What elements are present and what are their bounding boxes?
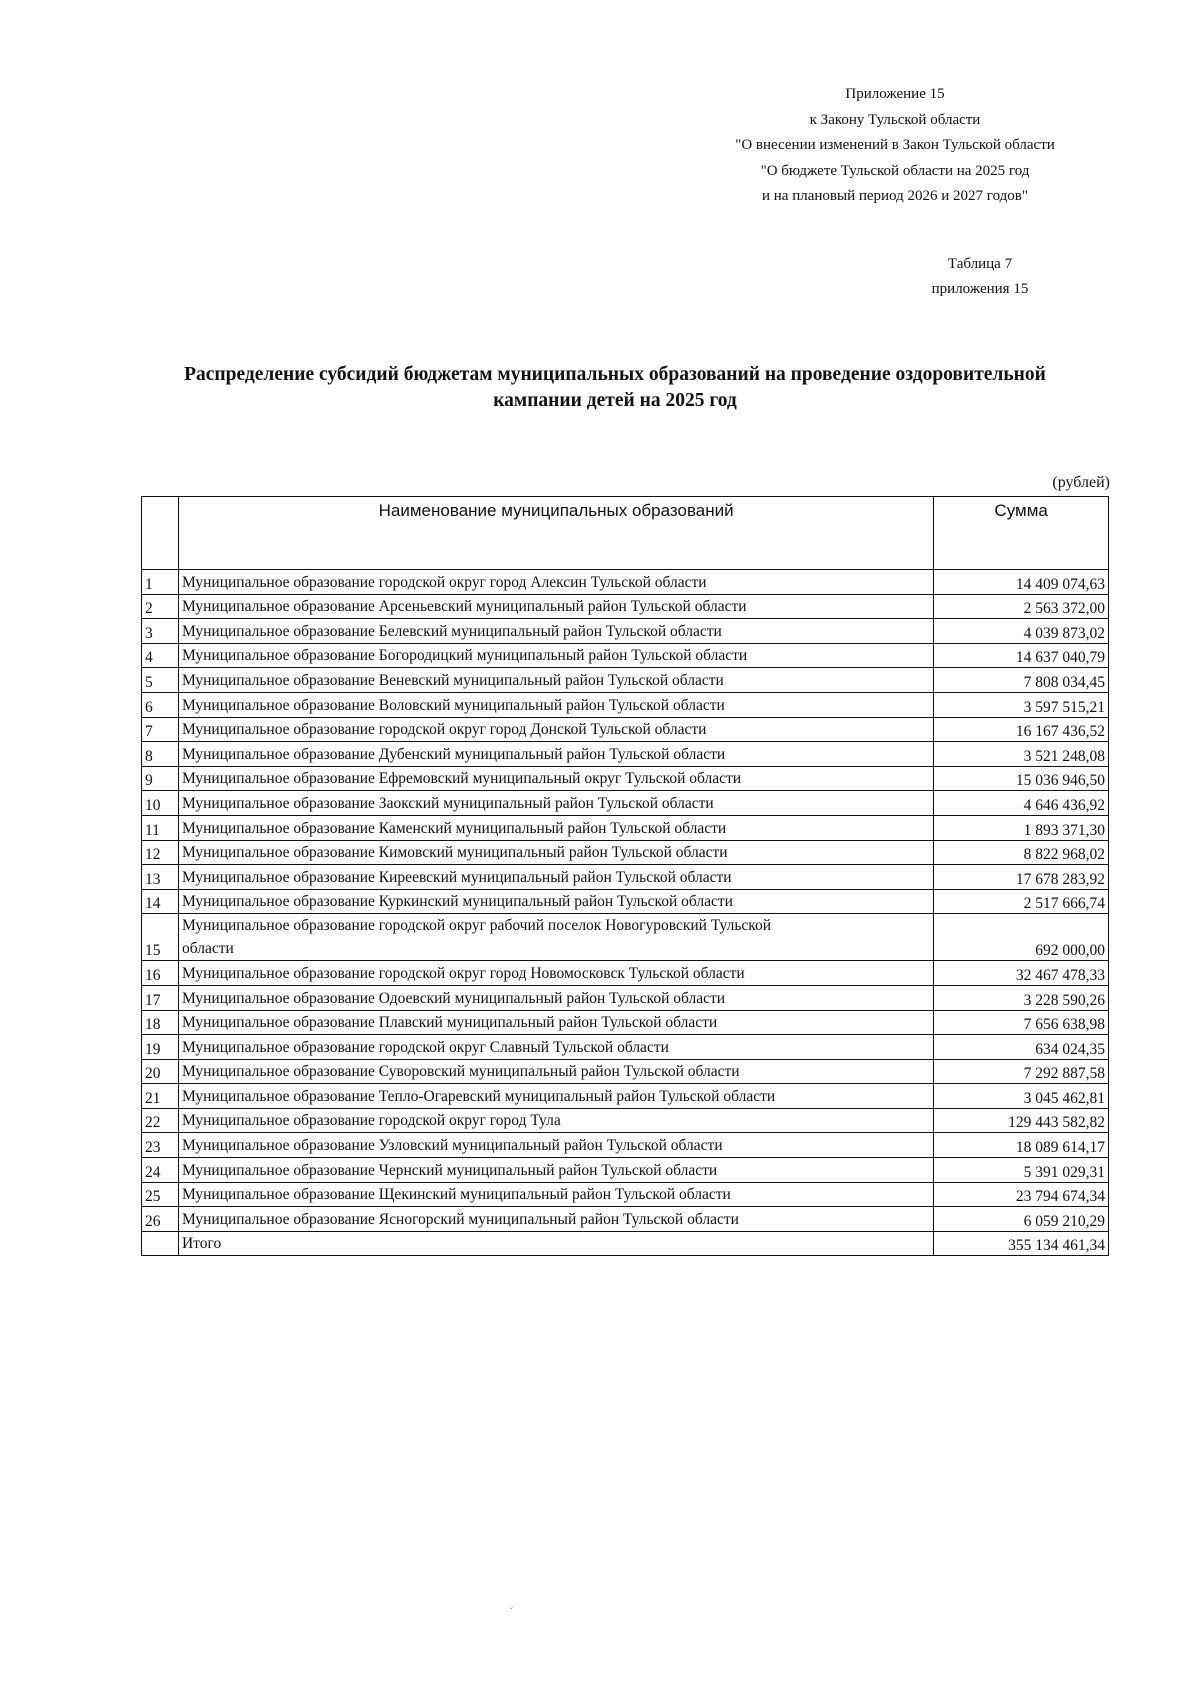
document-title (120, 362, 1110, 414)
row-name: Муниципальное образование городской округ город Тула (178, 1108, 933, 1133)
row-number: 1 (142, 570, 179, 595)
row-number: 10 (142, 791, 179, 816)
row-sum: 17 678 283,92 (934, 865, 1109, 890)
table-row (142, 1182, 1109, 1207)
row-number: 23 (142, 1133, 179, 1158)
row-name: Муниципальное образование Воловский муниципальный район Тульской области (178, 692, 933, 717)
table-row (142, 692, 1109, 717)
row-sum: 5 391 029,31 (934, 1158, 1109, 1183)
table-row (142, 570, 1109, 595)
row-sum: 634 024,35 (934, 1035, 1109, 1060)
row-number: 18 (142, 1010, 179, 1035)
table-row (142, 1035, 1109, 1060)
row-number: 11 (142, 815, 179, 840)
row-number: 9 (142, 766, 179, 791)
row-name: Муниципальное образование Чернский муниципальный район Тульской области (178, 1158, 933, 1183)
row-sum: 18 089 614,17 (934, 1133, 1109, 1158)
row-number: 4 (142, 643, 179, 668)
table-row (142, 865, 1109, 890)
row-number: 22 (142, 1108, 179, 1133)
header-line: "О внесении изменений в Закон Тульской области (735, 137, 1055, 153)
appendix-header (660, 82, 1130, 210)
table-row (142, 1108, 1109, 1133)
table-row (142, 619, 1109, 644)
title-line: Распределение субсидий бюджетам муниципальных образований на проведение оздоровительной (184, 364, 1046, 385)
table-row (142, 961, 1109, 986)
row-sum: 3 045 462,81 (934, 1084, 1109, 1109)
table-row (142, 1207, 1109, 1232)
table-row (142, 840, 1109, 865)
row-number: 2 (142, 594, 179, 619)
row-sum: 7 292 887,58 (934, 1059, 1109, 1084)
table-reference (900, 252, 1060, 302)
row-sum: 32 467 478,33 (934, 961, 1109, 986)
row-name (178, 914, 933, 961)
row-number: 21 (142, 1084, 179, 1109)
row-number: 13 (142, 865, 179, 890)
total-label: Итого (178, 1231, 933, 1256)
table-row (142, 742, 1109, 767)
row-name: Муниципальное образование Богородицкий муниципальный район Тульской области (178, 643, 933, 668)
total-number-cell (142, 1231, 179, 1256)
table-row (142, 668, 1109, 693)
header-line: к Закону Тульской области (809, 111, 981, 128)
row-sum: 15 036 946,50 (934, 766, 1109, 791)
row-sum: 14 409 074,63 (934, 570, 1109, 595)
row-name-line: области (181, 940, 234, 958)
row-sum: 23 794 674,34 (934, 1182, 1109, 1207)
header-sum: Сумма (934, 497, 1109, 570)
table-row (142, 985, 1109, 1010)
row-name: Муниципальное образование Одоевский муниципальный район Тульской области (178, 985, 933, 1010)
table-row (142, 594, 1109, 619)
row-sum: 14 637 040,79 (934, 643, 1109, 668)
row-number: 15 (142, 914, 179, 961)
row-number: 25 (142, 1182, 179, 1207)
subsidy-table (141, 496, 1109, 1256)
table-row (142, 1010, 1109, 1035)
row-name: Муниципальное образование Веневский муниципальный район Тульской области (178, 668, 933, 693)
row-number: 24 (142, 1158, 179, 1183)
row-sum: 8 822 968,02 (934, 840, 1109, 865)
row-sum: 3 521 248,08 (934, 742, 1109, 767)
row-number: 5 (142, 668, 179, 693)
row-sum: 2 517 666,74 (934, 889, 1109, 914)
row-sum: 4 039 873,02 (934, 619, 1109, 644)
row-sum: 2 563 372,00 (934, 594, 1109, 619)
units-label: (рублей) (1052, 474, 1110, 491)
row-name: Муниципальное образование Белевский муниципальный район Тульской области (178, 619, 933, 644)
table-row (142, 1158, 1109, 1183)
table-row (142, 791, 1109, 816)
row-name: Муниципальное образование Ефремовский муниципальный округ Тульской области (178, 766, 933, 791)
row-sum: 4 646 436,92 (934, 791, 1109, 816)
row-name: Муниципальное образование Заокский муниципальный район Тульской области (178, 791, 933, 816)
row-name: Муниципальное образование городской округ Славный Тульской области (178, 1035, 933, 1060)
row-name: Муниципальное образование городской округ город Алексин Тульской области (178, 570, 933, 595)
row-name: Муниципальное образование Каменский муниципальный район Тульской области (178, 815, 933, 840)
table-row (142, 889, 1109, 914)
row-number: 3 (142, 619, 179, 644)
row-name: Муниципальное образование Арсеньевский муниципальный район Тульской области (178, 594, 933, 619)
table-row (142, 643, 1109, 668)
row-sum: 7 808 034,45 (934, 668, 1109, 693)
row-sum: 129 443 582,82 (934, 1108, 1109, 1133)
title-line: кампании детей на 2025 год (493, 390, 737, 411)
row-number: 12 (142, 840, 179, 865)
row-sum: 692 000,00 (934, 914, 1109, 961)
table-ref-line: Таблица 7 (947, 256, 1013, 272)
row-name: Муниципальное образование Суворовский муниципальный район Тульской области (178, 1059, 933, 1084)
row-sum: 7 656 638,98 (934, 1010, 1109, 1035)
table-row (142, 914, 1109, 961)
row-number: 7 (142, 717, 179, 742)
row-name: Муниципальное образование городской округ город Новомосковск Тульской области (178, 961, 933, 986)
row-name: Муниципальное образование Щекинский муниципальный район Тульской области (178, 1182, 933, 1207)
row-name: Муниципальное образование городской округ город Донской Тульской области (178, 717, 933, 742)
table-row (142, 717, 1109, 742)
row-sum: 3 228 590,26 (934, 985, 1109, 1010)
row-sum: 3 597 515,21 (934, 692, 1109, 717)
row-name: Муниципальное образование Плавский муниципальный район Тульской области (178, 1010, 933, 1035)
header-line: и на плановый период 2026 и 2027 годов" (762, 188, 1028, 204)
table-row (142, 1059, 1109, 1084)
row-name: Муниципальное образование Узловский муниципальный район Тульской области (178, 1133, 933, 1158)
row-name: Муниципальное образование Киреевский муниципальный район Тульской области (178, 865, 933, 890)
table-row (142, 1084, 1109, 1109)
scan-mark: ´ (510, 1607, 514, 1618)
header-line: "О бюджете Тульской области на 2025 год (760, 162, 1030, 179)
row-number: 17 (142, 985, 179, 1010)
row-number: 26 (142, 1207, 179, 1232)
row-sum: 1 893 371,30 (934, 815, 1109, 840)
row-number: 19 (142, 1035, 179, 1060)
row-number: 6 (142, 692, 179, 717)
row-number: 8 (142, 742, 179, 767)
row-name: Муниципальное образование Ясногорский муниципальный район Тульской области (178, 1207, 933, 1232)
table-row (142, 766, 1109, 791)
header-line: Приложение 15 (845, 86, 945, 102)
header-number (142, 497, 179, 570)
table-header-row (142, 497, 1109, 570)
total-row (142, 1231, 1109, 1256)
row-name: Муниципальное образование Тепло-Огаревский муниципальный район Тульской области (178, 1084, 933, 1109)
table-row (142, 815, 1109, 840)
row-number: 20 (142, 1059, 179, 1084)
table-body (142, 570, 1109, 1256)
row-sum: 16 167 436,52 (934, 717, 1109, 742)
header-name: Наименование муниципальных образований (178, 497, 933, 570)
row-number: 16 (142, 961, 179, 986)
row-name: Муниципальное образование Дубенский муниципальный район Тульской области (178, 742, 933, 767)
row-name: Муниципальное образование Куркинский муниципальный район Тульской области (178, 889, 933, 914)
row-name: Муниципальное образование Кимовский муниципальный район Тульской области (178, 840, 933, 865)
total-sum: 355 134 461,34 (934, 1231, 1109, 1256)
row-number: 14 (142, 889, 179, 914)
table-row (142, 1133, 1109, 1158)
row-name-line: Муниципальное образование городской округ рабочий поселок Новогуровский Тульской (181, 917, 772, 935)
row-sum: 6 059 210,29 (934, 1207, 1109, 1232)
table-ref-line: приложения 15 (931, 281, 1029, 297)
